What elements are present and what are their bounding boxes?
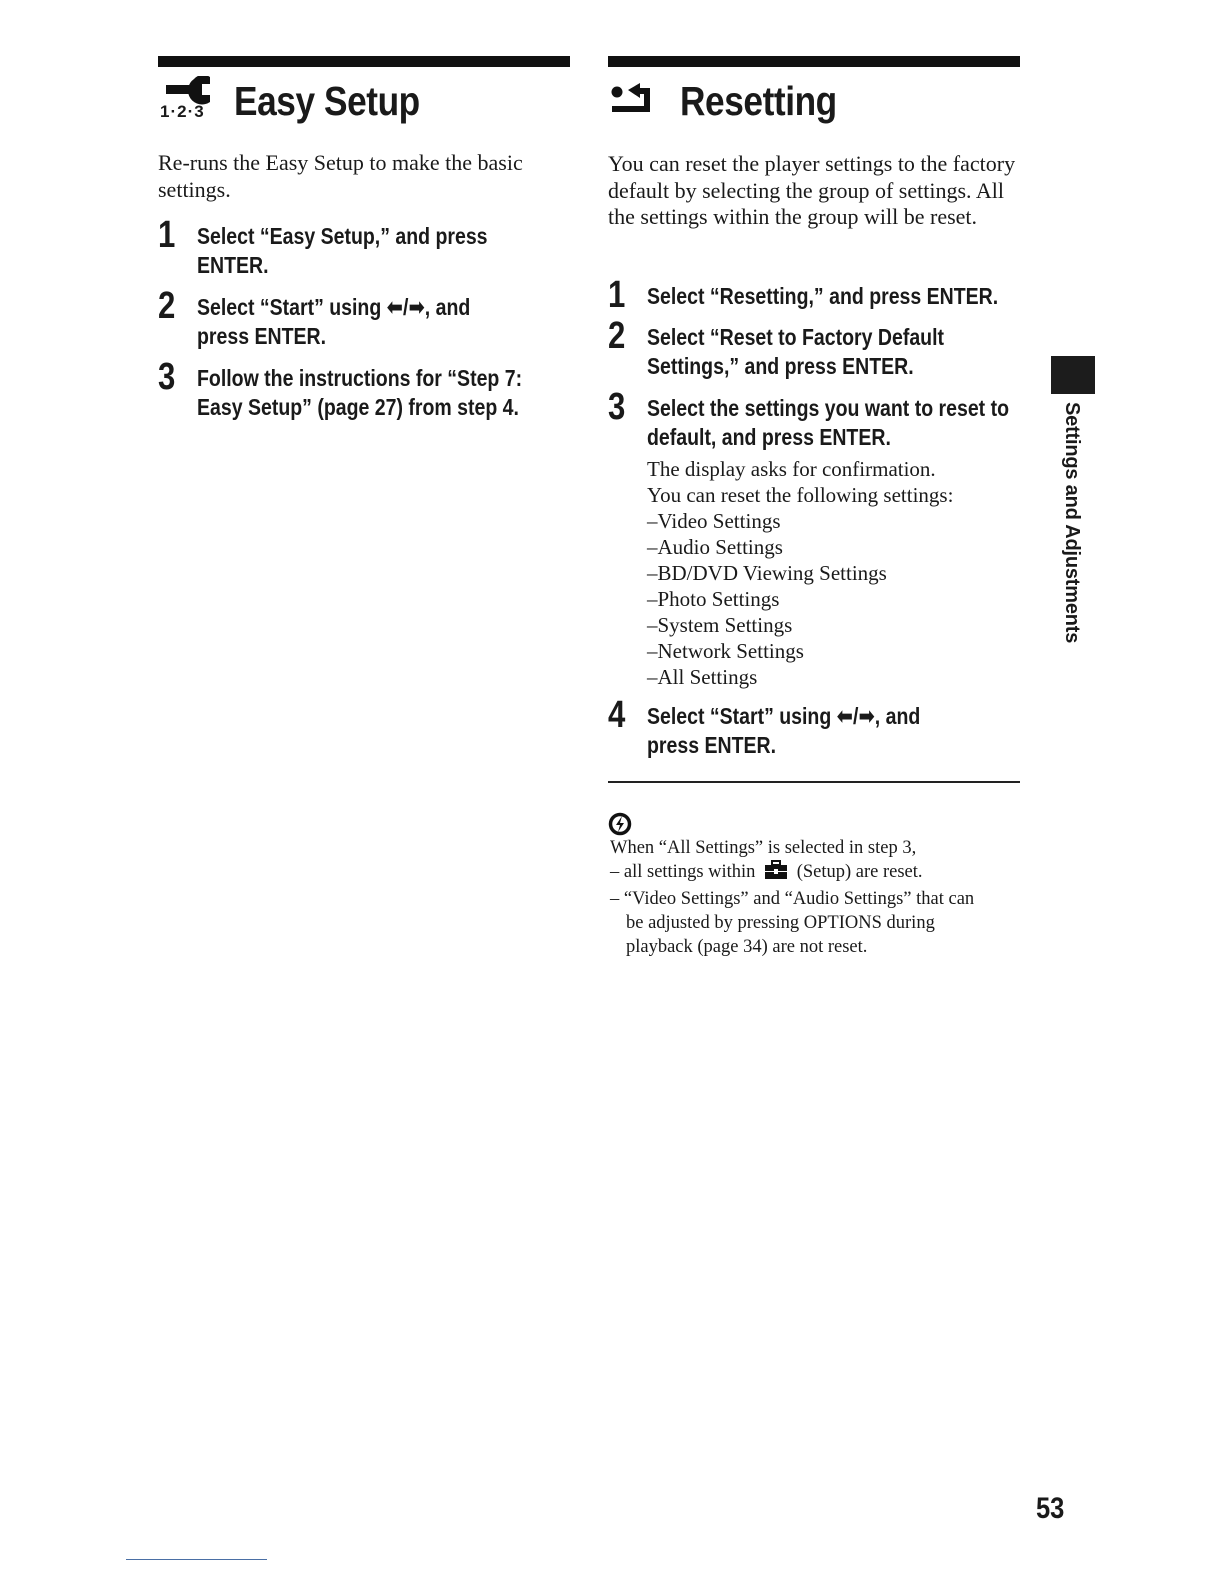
list-item: –Audio Settings — [647, 535, 783, 559]
step-text: Select “Start” using ⬅/➡, and — [647, 703, 921, 729]
easy-setup-steps — [158, 214, 578, 422]
step-text: Follow the instructions for “Step 7: — [197, 365, 523, 391]
step-number: 3 — [158, 356, 176, 398]
list-item: –All Settings — [647, 665, 758, 689]
divider — [608, 781, 1020, 783]
step-number: 2 — [158, 285, 176, 327]
reset-settings-list — [647, 508, 1028, 690]
wrench-icon — [158, 72, 226, 124]
step-text: Select “Reset to Factory Default — [647, 324, 944, 350]
step-number: 1 — [158, 214, 176, 256]
list-item: –Network Settings — [647, 639, 804, 663]
side-tab — [1049, 402, 1097, 644]
section-tab-marker — [1051, 356, 1095, 394]
step-2 — [608, 315, 1028, 381]
resetting-heading — [608, 68, 862, 124]
list-item: –System Settings — [647, 613, 793, 637]
resetting-steps — [608, 274, 1028, 760]
list-item: –BD/DVD Viewing Settings — [647, 561, 887, 585]
step-text: Easy Setup” (page 27) from step 4. — [197, 394, 519, 420]
step-3 — [608, 386, 1028, 690]
hint-note — [610, 836, 1022, 959]
step-text: Select “Start” using ⬅/➡, and — [197, 294, 471, 320]
confirmation-text: The display asks for confirmation. — [647, 457, 936, 481]
hint-line: be adjusted by pressing OPTIONS during — [626, 913, 935, 933]
easy-setup-icon-number: 1·2·3 — [160, 102, 205, 121]
footer-rule — [126, 1559, 267, 1560]
hint-text: – all settings within — [610, 862, 756, 882]
hint-line: When “All Settings” is selected in step 3, — [610, 838, 917, 858]
side-tab-label: Settings and Adjustments — [1061, 402, 1083, 644]
section-rule — [608, 56, 1020, 67]
reset-list-intro: You can reset the following settings: — [647, 483, 954, 507]
step-4 — [608, 694, 1028, 760]
list-item: –Photo Settings — [647, 587, 780, 611]
resetting-intro: You can reset the player settings to the factory default by selecting the group of settings. All the settings within the group will be reset. — [608, 151, 1016, 229]
reset-icon — [608, 72, 666, 124]
step-2 — [158, 285, 578, 351]
hint-line: – “Video Settings” and “Audio Settings” that can — [610, 889, 975, 909]
step-text: press ENTER. — [197, 323, 327, 349]
step-text: Select the settings you want to reset to — [647, 395, 1009, 421]
step-number: 3 — [608, 386, 626, 428]
page-title: Resetting — [680, 78, 837, 124]
step-text: Select “Resetting,” and press ENTER. — [647, 283, 999, 309]
hint-icon — [608, 812, 632, 836]
step-number: 1 — [608, 274, 626, 316]
easy-setup-heading — [158, 68, 450, 124]
easy-setup-intro: Re-runs the Easy Setup to make the basic settings. — [158, 150, 523, 202]
step-3-details — [647, 456, 1028, 690]
step-number: 4 — [608, 694, 626, 736]
step-1 — [608, 274, 1028, 316]
step-text: Settings,” and press ENTER. — [647, 353, 914, 379]
step-1 — [158, 214, 578, 280]
toolbox-icon — [764, 860, 788, 887]
hint-text: (Setup) are reset. — [796, 862, 923, 882]
page-title: Easy Setup — [234, 78, 420, 124]
step-text: ENTER. — [197, 252, 269, 278]
step-text: press ENTER. — [647, 732, 777, 758]
hint-line: playback (page 34) are not reset. — [626, 937, 868, 957]
page-number: 53 — [1036, 1492, 1065, 1525]
step-3 — [158, 356, 578, 422]
hint-line — [610, 860, 1022, 887]
step-text: default, and press ENTER. — [647, 424, 891, 450]
step-text: Select “Easy Setup,” and press — [197, 223, 488, 249]
section-rule — [158, 56, 570, 67]
list-item: –Video Settings — [647, 509, 781, 533]
step-number: 2 — [608, 315, 626, 357]
